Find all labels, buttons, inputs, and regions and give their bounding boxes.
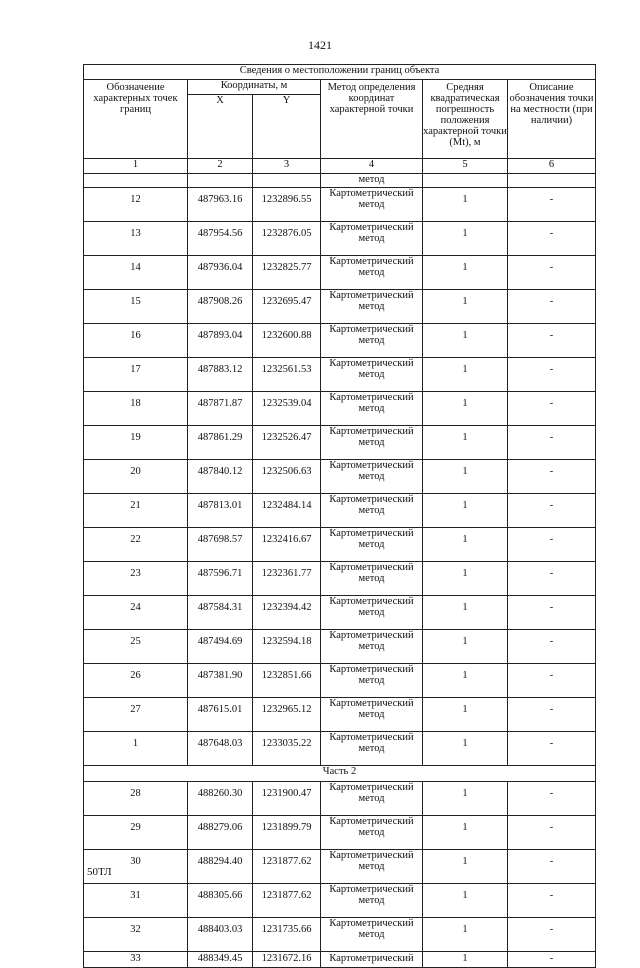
error-value: 1: [423, 698, 508, 732]
header-coordinates: Координаты, м: [188, 80, 321, 95]
table-row: [84, 188, 596, 222]
column-number: 6: [508, 159, 596, 174]
coord-y: 1232539.04: [253, 392, 321, 426]
footer-code: 50ТЛ: [87, 866, 112, 878]
table-row: [84, 850, 596, 884]
method-line-1: Картометрический: [329, 918, 414, 929]
table-row: [84, 782, 596, 816]
method-line-2: метод: [358, 539, 385, 550]
coord-x: 487954.56: [188, 222, 253, 256]
table-row: [84, 918, 596, 952]
table-row: [84, 494, 596, 528]
error-value: 1: [423, 732, 508, 766]
point-id: 15: [84, 290, 188, 324]
description-value: -: [508, 494, 596, 528]
error-value: 1: [423, 596, 508, 630]
coord-x: 487840.12: [188, 460, 253, 494]
point-id: 23: [84, 562, 188, 596]
column-number: 2: [188, 159, 253, 174]
error-value: 1: [423, 528, 508, 562]
table-row: [84, 952, 596, 968]
method-line-1: Картометрический: [329, 630, 414, 641]
error-value: 1: [423, 290, 508, 324]
error-value: 1: [423, 392, 508, 426]
method-cell: [321, 188, 423, 222]
table-row: [84, 528, 596, 562]
method-line-1: Картометрический: [329, 392, 414, 403]
header-description: Описание обозначения точки на местности (при наличии): [508, 80, 596, 159]
table-row: [84, 884, 596, 918]
error-value: 1: [423, 562, 508, 596]
coord-y: 1232416.67: [253, 528, 321, 562]
method-cell: [321, 358, 423, 392]
method-line-2: метод: [358, 369, 385, 380]
header-error: Средняя квадратическая погрешность положения характерной точки (Mt), м: [423, 80, 508, 159]
table-row: [84, 358, 596, 392]
point-id: 28: [84, 782, 188, 816]
point-id: 31: [84, 884, 188, 918]
method-line-1: Картометрический: [329, 562, 414, 573]
table-row: [84, 630, 596, 664]
coord-y: 1232526.47: [253, 426, 321, 460]
method-line-2: метод: [358, 929, 385, 940]
description-value: -: [508, 392, 596, 426]
coord-y: 1231899.79: [253, 816, 321, 850]
coord-x: 487908.26: [188, 290, 253, 324]
coord-y: 1232484.14: [253, 494, 321, 528]
coord-x: 487615.01: [188, 698, 253, 732]
point-id: 21: [84, 494, 188, 528]
coord-y: 1232394.42: [253, 596, 321, 630]
coord-y: 1232851.66: [253, 664, 321, 698]
point-id: 26: [84, 664, 188, 698]
point-id: 18: [84, 392, 188, 426]
method-cell: [321, 664, 423, 698]
description-value: -: [508, 460, 596, 494]
description-value: -: [508, 698, 596, 732]
error-value: 1: [423, 850, 508, 884]
coord-y: 1232361.77: [253, 562, 321, 596]
method-cell: [321, 392, 423, 426]
table-row: [84, 426, 596, 460]
method-line-1: Картометрический: [329, 324, 414, 335]
description-value: -: [508, 816, 596, 850]
method-line-2: метод: [358, 573, 385, 584]
method-cell: [321, 528, 423, 562]
header-designation: Обозначение характерных точек границ: [84, 80, 188, 159]
description-value: -: [508, 358, 596, 392]
method-cell: [321, 460, 423, 494]
description-value: -: [508, 850, 596, 884]
description-value: -: [508, 952, 596, 968]
coord-x: 487893.04: [188, 324, 253, 358]
method-line-1: Картометрический: [329, 460, 414, 471]
description-value: -: [508, 528, 596, 562]
description-value: -: [508, 256, 596, 290]
method-line-1: Картометрический: [329, 528, 414, 539]
method-line-2: метод: [358, 743, 385, 754]
coord-y: 1232561.53: [253, 358, 321, 392]
coord-x: 487596.71: [188, 562, 253, 596]
point-id: 13: [84, 222, 188, 256]
error-value: 1: [423, 324, 508, 358]
method-line-1: Картометрический: [329, 816, 414, 827]
table-row: [84, 256, 596, 290]
table-row: [84, 392, 596, 426]
method-cell: [321, 596, 423, 630]
point-id: 24: [84, 596, 188, 630]
error-value: 1: [423, 918, 508, 952]
coord-y: 1231877.62: [253, 884, 321, 918]
boundary-table: [83, 64, 596, 968]
coord-x: 488260.30: [188, 782, 253, 816]
method-line-1: Картометрический: [329, 290, 414, 301]
point-id: 20: [84, 460, 188, 494]
method-cell: [321, 782, 423, 816]
section-row: [84, 766, 596, 782]
method-cell: [321, 494, 423, 528]
method-cell: [321, 698, 423, 732]
table-row: [84, 596, 596, 630]
coord-y: 1232695.47: [253, 290, 321, 324]
column-number: 3: [253, 159, 321, 174]
table-row: [84, 562, 596, 596]
coord-y: 1232594.18: [253, 630, 321, 664]
error-value: 1: [423, 816, 508, 850]
coord-x: 487648.03: [188, 732, 253, 766]
method-line-2: метод: [358, 861, 385, 872]
point-id: 29: [84, 816, 188, 850]
point-id: 12: [84, 188, 188, 222]
method-cell: Картометрический: [321, 952, 423, 968]
description-value: -: [508, 290, 596, 324]
table-row: [84, 222, 596, 256]
method-line-1: Картометрический: [329, 256, 414, 267]
coord-x: 487936.04: [188, 256, 253, 290]
coord-y: 1232876.05: [253, 222, 321, 256]
page-number: 1421: [308, 38, 332, 52]
coord-y: 1231735.66: [253, 918, 321, 952]
coord-x: 488279.06: [188, 816, 253, 850]
description-value: -: [508, 782, 596, 816]
table-row: [84, 732, 596, 766]
coord-x: 487494.69: [188, 630, 253, 664]
method-line-2: метод: [358, 301, 385, 312]
method-cell: [321, 630, 423, 664]
method-cell: [321, 918, 423, 952]
section-label: Часть 2: [84, 766, 596, 782]
error-value: 1: [423, 494, 508, 528]
coord-y: 1232825.77: [253, 256, 321, 290]
method-cell: [321, 884, 423, 918]
method-line-2: метод: [358, 199, 385, 210]
method-line-2: метод: [358, 895, 385, 906]
coord-x: 488305.66: [188, 884, 253, 918]
point-id: 19: [84, 426, 188, 460]
error-value: 1: [423, 952, 508, 968]
method-line-2: метод: [358, 437, 385, 448]
method-cell: [321, 850, 423, 884]
method-line-1: Картометрический: [329, 494, 414, 505]
error-value: 1: [423, 460, 508, 494]
method-line-2: метод: [358, 403, 385, 414]
point-id: 25: [84, 630, 188, 664]
method-line-2: метод: [358, 793, 385, 804]
description-value: -: [508, 222, 596, 256]
method-cell: [321, 256, 423, 290]
point-id: 1: [84, 732, 188, 766]
table-row: [84, 460, 596, 494]
coord-y: 1231900.47: [253, 782, 321, 816]
error-value: 1: [423, 782, 508, 816]
column-number: 5: [423, 159, 508, 174]
description-value: -: [508, 426, 596, 460]
method-line-2: метод: [358, 709, 385, 720]
method-line-2: метод: [358, 675, 385, 686]
point-id: 32: [84, 918, 188, 952]
method-line-2: метод: [358, 233, 385, 244]
method-line-1: Картометрический: [329, 426, 414, 437]
coord-x: 488294.40: [188, 850, 253, 884]
table-row: [84, 816, 596, 850]
method-cell: [321, 222, 423, 256]
column-number: 1: [84, 159, 188, 174]
coord-x: 487861.29: [188, 426, 253, 460]
method-line-2: метод: [358, 471, 385, 482]
method-line-1: Картометрический: [329, 732, 414, 743]
method-cell: [321, 562, 423, 596]
header-y: Y: [253, 95, 321, 159]
coord-y: 1231672.16: [253, 952, 321, 968]
method-line-2: метод: [358, 267, 385, 278]
coord-x: 488349.45: [188, 952, 253, 968]
point-id: 27: [84, 698, 188, 732]
point-id: 17: [84, 358, 188, 392]
coord-y: 1232600.88: [253, 324, 321, 358]
error-value: 1: [423, 256, 508, 290]
table-title: Сведения о местоположении границ объекта: [84, 65, 596, 80]
method-line-1: Картометрический: [329, 698, 414, 709]
method-cell: [321, 732, 423, 766]
coord-x: 487698.57: [188, 528, 253, 562]
point-id: 14: [84, 256, 188, 290]
method-cell: [321, 426, 423, 460]
method-cell: [321, 816, 423, 850]
coord-y: 1232896.55: [253, 188, 321, 222]
error-value: 1: [423, 884, 508, 918]
point-id: 33: [84, 952, 188, 968]
method-line-2: метод: [358, 641, 385, 652]
description-value: -: [508, 732, 596, 766]
description-value: -: [508, 324, 596, 358]
method-line-1: Картометрический: [329, 596, 414, 607]
error-value: 1: [423, 222, 508, 256]
method-line-1: Картометрический: [329, 850, 414, 861]
header-method: Метод определения координат характерной точки: [321, 80, 423, 159]
table-row: [84, 324, 596, 358]
method-line-1: Картометрический: [329, 188, 414, 199]
coord-y: 1232965.12: [253, 698, 321, 732]
description-value: -: [508, 596, 596, 630]
coord-x: 487813.01: [188, 494, 253, 528]
coord-x: 487871.87: [188, 392, 253, 426]
description-value: -: [508, 630, 596, 664]
coord-x: 488403.03: [188, 918, 253, 952]
point-id: 30: [84, 850, 188, 884]
coord-y: 1231877.62: [253, 850, 321, 884]
header-x: X: [188, 95, 253, 159]
coord-y: 1232506.63: [253, 460, 321, 494]
description-value: -: [508, 884, 596, 918]
method-line-2: метод: [358, 505, 385, 516]
method-line-2: метод: [358, 335, 385, 346]
method-line-1: Картометрический: [329, 884, 414, 895]
description-value: -: [508, 562, 596, 596]
error-value: 1: [423, 188, 508, 222]
continued-method-text: метод: [321, 174, 423, 188]
method-line-2: метод: [358, 607, 385, 618]
coord-x: 487963.16: [188, 188, 253, 222]
coord-x: 487584.31: [188, 596, 253, 630]
coord-x: 487381.90: [188, 664, 253, 698]
description-value: -: [508, 188, 596, 222]
point-id: 22: [84, 528, 188, 562]
error-value: 1: [423, 630, 508, 664]
method-line-2: метод: [358, 827, 385, 838]
method-line-1: Картометрический: [329, 664, 414, 675]
method-line-1: Картометрический: [329, 358, 414, 369]
description-value: -: [508, 664, 596, 698]
column-number: 4: [321, 159, 423, 174]
description-value: -: [508, 918, 596, 952]
error-value: 1: [423, 426, 508, 460]
table-row: [84, 290, 596, 324]
error-value: 1: [423, 664, 508, 698]
method-cell: [321, 324, 423, 358]
coord-y: 1233035.22: [253, 732, 321, 766]
table-row: [84, 664, 596, 698]
method-cell: [321, 290, 423, 324]
coord-x: 487883.12: [188, 358, 253, 392]
method-line-1: Картометрический: [329, 782, 414, 793]
method-line-1: Картометрический: [329, 222, 414, 233]
error-value: 1: [423, 358, 508, 392]
point-id: 16: [84, 324, 188, 358]
table-row: [84, 698, 596, 732]
